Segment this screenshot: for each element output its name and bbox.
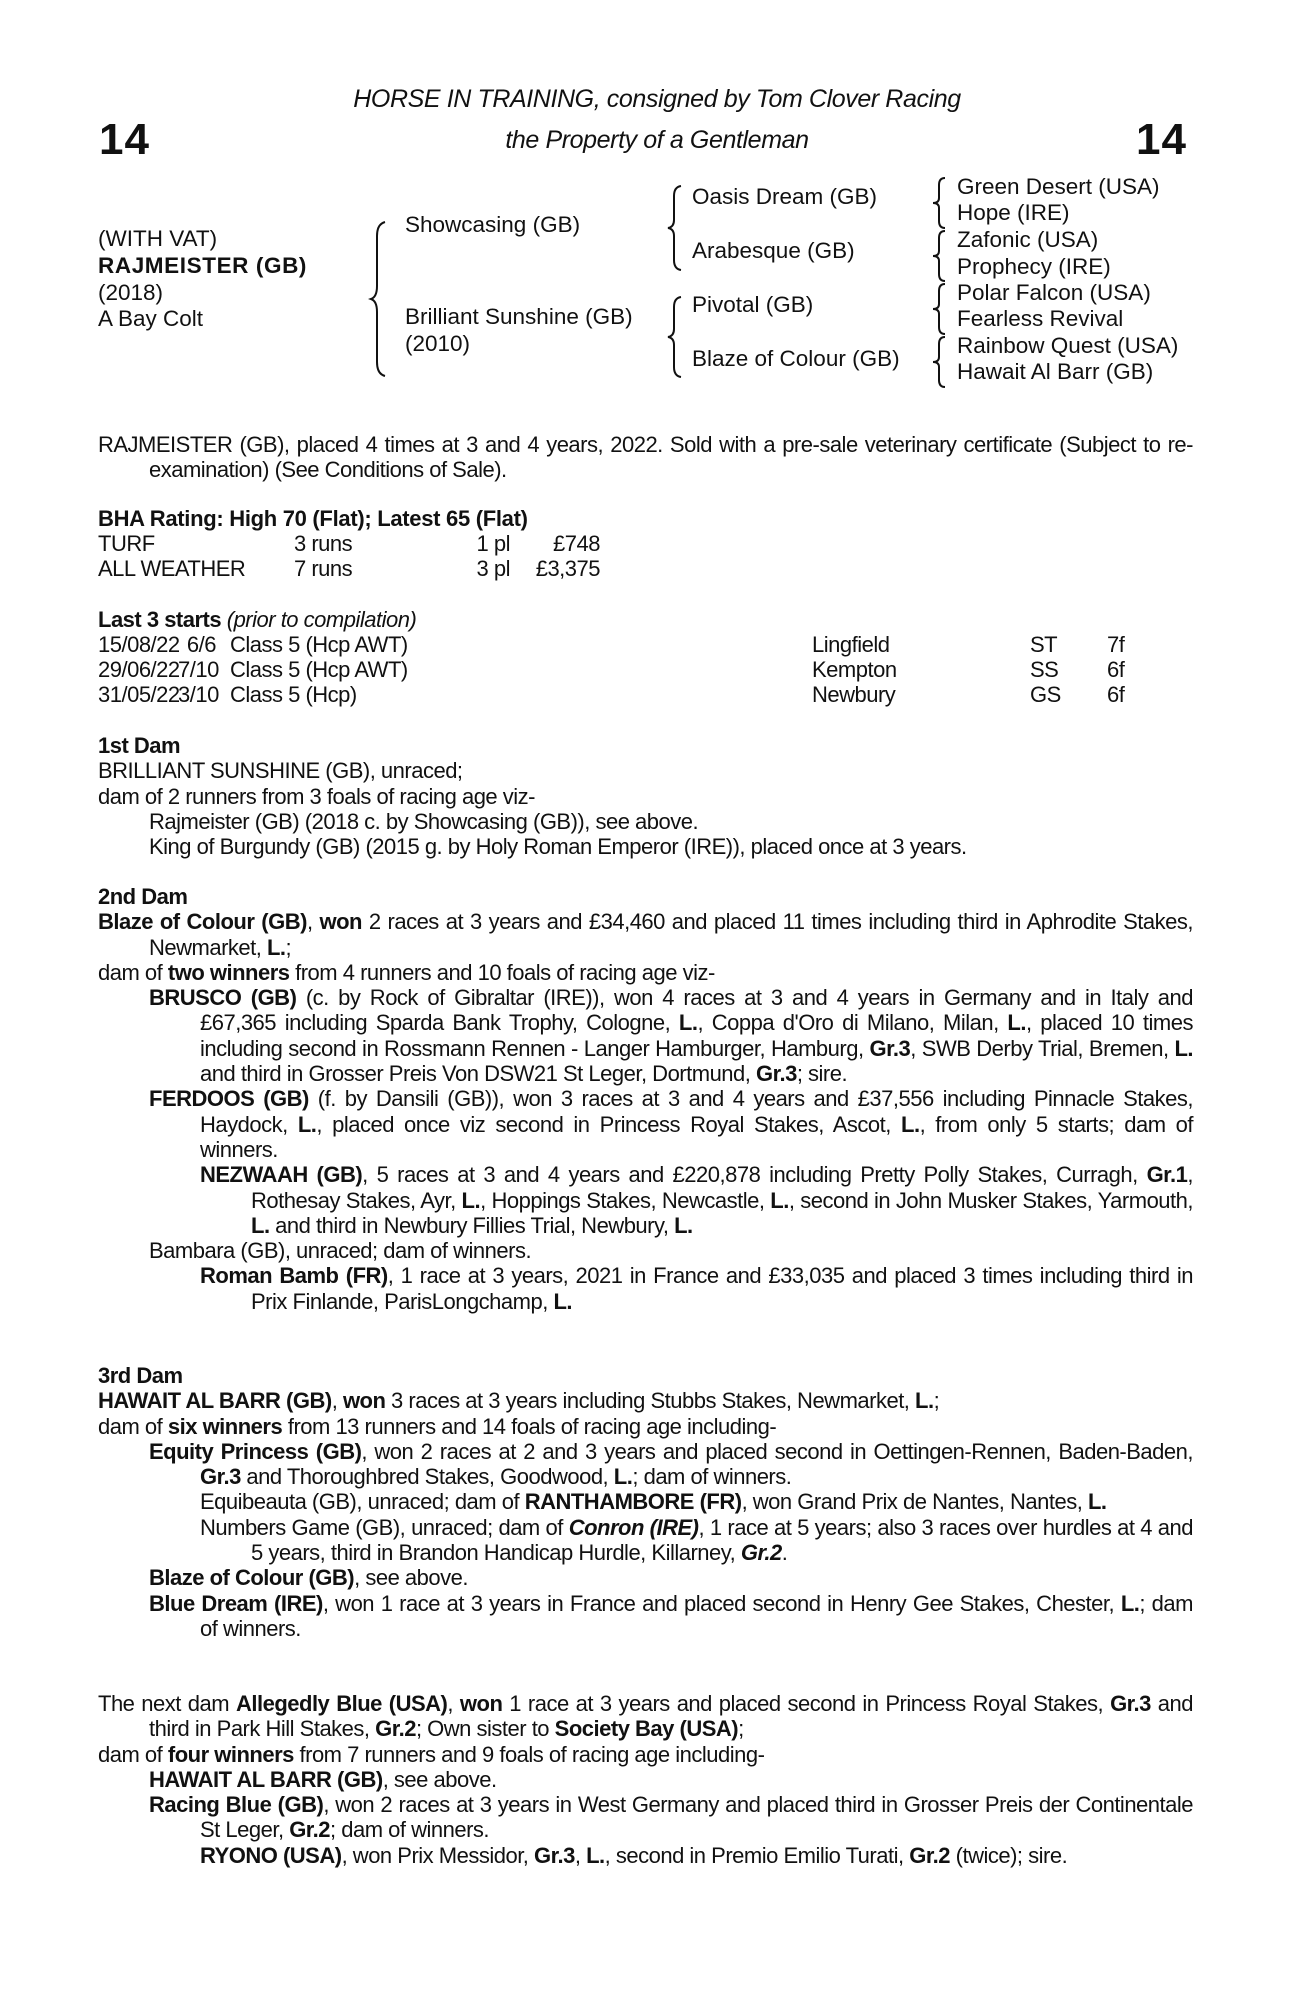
sire-name: Showcasing (GB) (405, 212, 581, 237)
listed-label: L. (674, 1212, 693, 1238)
first-dam-section (98, 733, 1193, 859)
ggp-1: Green Desert (USA) (957, 174, 1160, 199)
progeny-name: Blue Dream (IRE) (149, 1590, 323, 1616)
start-race: Class 5 (Hcp AWT) (230, 657, 408, 682)
start-going: GS (1030, 682, 1061, 707)
progeny-text: , placed once viz second in Princess Royal Stakes, Ascot, (316, 1111, 901, 1137)
progeny-text: , won 1 race at 3 years in France and placed second in Henry Gee Stakes, Chester, (322, 1590, 1121, 1616)
winners-count: six winners (167, 1413, 283, 1439)
second-dam-title: 2nd Dam (98, 884, 188, 909)
progeny-item: RYONO (USA), won Prix Messidor, Gr.3, L., second in Premio Emilio Turati, Gr.2 (twice); sire. (200, 1842, 1068, 1868)
rating-section (98, 506, 1193, 586)
brace-1 (930, 176, 948, 230)
grandsire-sire: Oasis Dream (GB) (692, 184, 878, 209)
group-label: Gr.3 (534, 1842, 575, 1868)
progeny-text: , won 2 races at 2 and 3 years and placed second in Oettingen-Rennen, Baden-Baden, (361, 1438, 1193, 1464)
dam-text: 2 races at 3 years and £34,460 and placed 11 times including third in Aphrodite Stakes, Newmarket, (149, 909, 1194, 960)
progeny-text: , see above. (382, 1766, 497, 1792)
progeny-text: , Coppa d'Oro di Milano, Milan, (697, 1010, 1008, 1036)
listed-label: L. (1120, 1590, 1140, 1616)
group-label: Gr.3 (200, 1464, 241, 1490)
rating-earnings: £748 (553, 531, 600, 556)
progeny-text: , second in Premio Emilio Turati, (604, 1842, 910, 1868)
first-dam-title: 1st Dam (98, 733, 181, 758)
start-distance: 6f (1107, 682, 1125, 707)
rating-runs: 3 runs (294, 531, 353, 556)
progeny-name: Racing Blue (GB) (149, 1792, 324, 1818)
progeny-name: Equity Princess (GB) (149, 1438, 362, 1464)
dam-text: 3 races at 3 years including Stubbs Stakes, Newmarket, (385, 1388, 916, 1414)
progeny-text: ; sire. (796, 1061, 848, 1087)
listed-label: L. (770, 1187, 789, 1213)
start-race: Class 5 (Hcp AWT) (230, 632, 408, 657)
won-label: won (342, 1388, 386, 1414)
brace-2 (930, 229, 948, 283)
progeny-text: and third in Grosser Preis Von DSW21 St Leger, Dortmund, (200, 1061, 756, 1087)
progeny-text: , 1 race at 5 years; also 3 races over hurdles at 4 and 5 years, third in Brandon Handicap Hurdle, Killarney, (251, 1514, 1193, 1566)
start-going: ST (1030, 632, 1058, 657)
group-label: Gr.2 (740, 1540, 782, 1566)
dam-of-pre: dam of (98, 1413, 168, 1439)
third-dam-title: 3rd Dam (98, 1363, 183, 1388)
progeny-item: King of Burgundy (GB) (2015 g. by Holy Roman Emperor (IRE)), placed once at 3 years. (149, 834, 967, 860)
progeny-text: , SWB Derby Trial, Bremen, (910, 1035, 1175, 1061)
progeny-name: NEZWAAH (GB) (200, 1162, 363, 1188)
progeny-name: Blaze of Colour (GB) (149, 1565, 355, 1591)
rating-title: BHA Rating: High 70 (Flat); Latest 65 (Flat) (98, 506, 528, 531)
rating-runs: 7 runs (294, 556, 353, 581)
progeny-text: , see above. (354, 1565, 468, 1591)
progeny-text: , 5 races at 3 and 4 years and £220,878 including Pretty Polly Stakes, Curragh, (362, 1162, 1147, 1188)
progeny-item: Rajmeister (GB) (2018 c. by Showcasing (GB)), see above. (149, 808, 699, 834)
ggp-4: Prophecy (IRE) (957, 254, 1111, 279)
punctuation: ; (933, 1388, 940, 1414)
vat-label: (WITH VAT) (98, 226, 218, 251)
rating-placed: 3 pl (476, 556, 510, 581)
listed-label: L. (678, 1010, 698, 1036)
group-label: Gr.3 (869, 1035, 911, 1061)
progeny-item: Bambara (GB), unraced; dam of winners. (149, 1238, 532, 1264)
progeny-name: HAWAIT AL BARR (GB) (149, 1766, 383, 1792)
dam-name: Brilliant Sunshine (GB) (405, 304, 633, 329)
ggp-3: Zafonic (USA) (957, 227, 1099, 252)
listed-label: L. (901, 1111, 920, 1137)
dam-of-pre: dam of (98, 959, 168, 985)
progeny-text: ; dam of winners. (200, 1590, 1193, 1641)
listed-label: L. (613, 1464, 633, 1490)
horse-year: (2018) (98, 280, 164, 305)
start-date: 31/05/22 (98, 682, 180, 707)
dam-name: Allegedly Blue (USA) (235, 1691, 448, 1716)
horse-description: A Bay Colt (98, 306, 204, 331)
start-position: 6/6 (186, 632, 216, 657)
dam-year: (2010) (405, 331, 471, 356)
dam-name: Blaze of Colour (GB) (98, 909, 307, 935)
listed-label: L. (915, 1388, 934, 1414)
winners-count: two winners (167, 959, 290, 985)
progeny-text: (twice); sire. (950, 1842, 1068, 1868)
sire-line-brace (664, 184, 684, 272)
first-dam-summary: dam of 2 runners from 3 foals of racing age viz- (98, 783, 535, 809)
progeny-text: Equibeauta (GB), unraced; dam of (200, 1489, 525, 1515)
punctuation: . (781, 1540, 788, 1566)
next-dam-intro: The next dam (98, 1691, 236, 1716)
listed-label: L. (461, 1187, 481, 1213)
grandsire-dam: Pivotal (GB) (692, 292, 814, 317)
progeny-text: , from only 5 starts; dam of winners. (200, 1111, 1193, 1162)
ggp-6: Fearless Revival (957, 306, 1124, 331)
dam-of-pre: dam of (98, 1741, 168, 1767)
listed-label: L. (1087, 1489, 1107, 1515)
property-header: the Property of a Gentleman (505, 126, 809, 154)
progeny-item (98, 1263, 1193, 1314)
next-dam-section: The next dam Allegedly Blue (USA), won 1 race at 3 years and placed second in Princess Royal Stakes, Gr.3 and third in Park Hill Stakes, Gr.2; Own sister to Society Bay (USA); dam of four winners from 7 runners and 9 foals of racing age including- HAWAIT AL BARR (GB), see above. Racing Blue (GB), won 2 races at 3 years in West Germany and placed third in Grosser Preis der Continentale St Leger, Gr.2; dam of winners. RYONO (USA), won Prix Messidor, Gr.3, L., second in Premio Emilio Turati, Gr.2 (twice); sire. (98, 1691, 1193, 1868)
progeny-text: ; dam of winners. (330, 1817, 490, 1843)
start-race: Class 5 (Hcp) (230, 682, 357, 707)
progeny-text: , won 2 races at 3 years in West Germany and placed third in Grosser Preis der Continentale St Leger, (200, 1792, 1193, 1843)
progeny-text: Numbers Game (GB), unraced; dam of (200, 1514, 569, 1540)
progeny-name: FERDOOS (GB) (149, 1086, 309, 1112)
progeny-text: , 1 race at 3 years, 2021 in France and £33,035 and placed 3 times including third in Prix Finlande, ParisLongchamp, (251, 1263, 1194, 1314)
progeny-text: (f. by Dansili (GB)), won 3 races at 3 and 4 years and £37,556 including Pinnacle Stakes, Haydock, (200, 1086, 1193, 1137)
listed-label: L. (586, 1842, 605, 1868)
progeny-item (98, 1162, 1193, 1238)
start-venue: Newbury (812, 682, 896, 707)
start-position: 3/10 (178, 682, 219, 707)
ggp-7: Rainbow Quest (USA) (957, 333, 1179, 358)
sister-name: Society Bay (USA) (554, 1716, 739, 1742)
winners-count: four winners (167, 1741, 294, 1767)
listed-label: L. (251, 1212, 270, 1238)
dam-line-brace (664, 295, 684, 379)
progeny-item (98, 1439, 1193, 1490)
second-dam-section: 2nd Dam Blaze of Colour (GB), won 2 races at 3 years and £34,460 and placed 11 times including third in Aphrodite Stakes, Newmarket, L.; dam of two winners from 4 runners and 10 foals of racing age viz- BRUSCO (GB) (c. by Rock of Gibraltar (IRE)), won 4 races at 3 and 4 years in Germany and in Italy and £67,365 including Sparda Bank Trophy, Cologne, L., Coppa d'Oro di Milano, Milan, L., placed 10 times including second in Rossmann Rennen - Langer Hamburger, Hamburg, Gr.3, SWB Derby Trial, Bremen, L. and third in Grosser Preis Von DSW21 St Leger, Dortmund, Gr.3; sire. FERDOOS (GB) (f. by Dansili (GB)), won 3 races at 3 and 4 years and £37,556 including Pinnacle Stakes, Haydock, L., placed once viz second in Princess Royal Stakes, Ascot, L., from only 5 starts; dam of winners. NEZWAAH (GB), 5 races at 3 and 4 years and £220,878 including Pretty Polly Stakes, Curragh, Gr.1, Rothesay Stakes, Ayr, L., Hoppings Stakes, Newcastle, L., second in John Musker Stakes, Yarmouth, L. and third in Newbury Fillies Trial, Newbury, L. Bambara (GB), unraced; dam of winners. Roman Bamb (FR), 1 race at 3 years, 2021 in France and £33,035 and placed 3 times including third in Prix Finlande, ParisLongchamp, L. (98, 884, 1194, 1314)
start-distance: 6f (1107, 657, 1125, 682)
ggp-8: Hawait Al Barr (GB) (957, 359, 1154, 384)
summary-section (98, 432, 1193, 483)
consignment-header: HORSE IN TRAINING, consigned by Tom Clover Racing (353, 85, 961, 113)
rating-surface: TURF (98, 531, 155, 556)
horse-name: RAJMEISTER (GB) (98, 253, 308, 278)
rating-earnings: £3,375 (535, 556, 600, 581)
progeny-text: , second in John Musker Stakes, Yarmouth, (788, 1187, 1193, 1213)
pedigree-brace (368, 220, 388, 378)
start-position: 7/10 (178, 657, 219, 682)
progeny-item (98, 1086, 1193, 1162)
dam-of-post: from 4 runners and 10 foals of racing age viz- (289, 959, 715, 985)
progeny-name: BRUSCO (GB) (149, 985, 297, 1011)
listed-label: L. (297, 1111, 317, 1137)
progeny-item (98, 1767, 1193, 1792)
last-starts-note: (prior to compilation) (226, 607, 417, 632)
last-starts-section (98, 607, 1193, 709)
progeny-name: Roman Bamb (FR) (200, 1263, 388, 1289)
progeny-text: and Thoroughbred Stakes, Goodwood, (240, 1464, 614, 1490)
progeny-text: , placed 10 times including second in Rossmann Rennen - Langer Hamburger, Hamburg, (200, 1010, 1193, 1061)
progeny-text: ; dam of winners. (632, 1464, 792, 1490)
listed-label: L. (1007, 1010, 1026, 1036)
summary-text: RAJMEISTER (GB), placed 4 times at 3 and 4 years, 2022. Sold with a pre-sale veterinary certificate (Subject to re-examination) (See Conditions of Sale). (98, 432, 1193, 483)
start-date: 15/08/22 (98, 632, 180, 657)
start-venue: Lingfield (812, 632, 890, 657)
listed-label: L. (553, 1288, 572, 1314)
rating-surface: ALL WEATHER (98, 556, 246, 581)
listed-label: L. (1174, 1035, 1193, 1061)
progeny-item (98, 985, 1193, 1086)
progeny-item (98, 1591, 1193, 1642)
progeny-item (98, 1792, 1193, 1843)
won-label: won (459, 1691, 503, 1716)
group-label: Gr.3 (756, 1061, 797, 1087)
won-label: won (319, 909, 362, 935)
progeny-name: RANTHAMBORE (FR) (524, 1489, 742, 1515)
start-venue: Kempton (812, 657, 897, 682)
dam-name: HAWAIT AL BARR (GB) (98, 1388, 332, 1414)
dam-text: 1 race at 3 years and placed second in Princess Royal Stakes, (502, 1691, 1111, 1716)
granddam-sire: Arabesque (GB) (692, 238, 855, 263)
progeny-text: (c. by Rock of Gibraltar (IRE)), won 4 races at 3 and 4 years in Germany and in Italy and £67,365 including Sparda Bank Trophy, Cologne, (200, 985, 1194, 1036)
lot-number-left: 14 (99, 115, 150, 164)
progeny-item (98, 1565, 1193, 1590)
progeny-text: , Hoppings Stakes, Newcastle, (480, 1187, 771, 1213)
first-dam-line: BRILLIANT SUNSHINE (GB), unraced; (98, 758, 463, 784)
ggp-2: Hope (IRE) (957, 200, 1070, 225)
group-label: Gr.2 (375, 1716, 416, 1742)
progeny-text: , Rothesay Stakes, Ayr, (251, 1162, 1193, 1213)
dam-of-post: from 13 runners and 14 foals of racing age including- (282, 1413, 777, 1439)
group-label: Gr.2 (289, 1817, 330, 1843)
progeny-text: and third in Newbury Fillies Trial, Newbury, (269, 1212, 675, 1238)
third-dam-section: 3rd Dam HAWAIT AL BARR (GB), won 3 races at 3 years including Stubbs Stakes, Newmarket, L.; dam of six winners from 13 runners and 14 foals of racing age including- Equity Princess (GB), won 2 races at 2 and 3 years and placed second in Oettingen-Rennen, Baden-Baden, Gr.3 and Thoroughbred Stakes, Goodwood, L.; dam of winners. Equibeauta (GB), unraced; dam of RANTHAMBORE (FR), won Grand Prix de Nantes, Nantes, L. Numbers Game (GB), unraced; dam of Conron (IRE), 1 race at 5 years; also 3 races over hurdles at 4 and 5 years, third in Brandon Handicap Hurdle, Killarney, Gr.2. Blaze of Colour (GB), see above. Blue Dream (IRE), won 1 race at 3 years in France and placed second in Henry Gee Stakes, Chester, L.; dam of winners. (98, 1363, 1193, 1641)
progeny-text: , won Grand Prix de Nantes, Nantes, (741, 1489, 1088, 1515)
start-going: SS (1030, 657, 1059, 682)
progeny-item (98, 1489, 1193, 1514)
dam-of-post: from 7 runners and 9 foals of racing age including- (293, 1741, 765, 1767)
punctuation: ; (738, 1716, 744, 1742)
brace-4 (930, 335, 948, 389)
lot-number-right: 14 (1136, 115, 1187, 164)
granddam-dam: Blaze of Colour (GB) (692, 346, 900, 371)
brace-3 (930, 282, 948, 336)
start-date: 29/06/22 (98, 657, 180, 682)
group-label: Gr.3 (1110, 1691, 1151, 1716)
ggp-5: Polar Falcon (USA) (957, 280, 1151, 305)
start-distance: 7f (1107, 632, 1125, 657)
progeny-text: , won Prix Messidor, (341, 1842, 535, 1868)
progeny-name: RYONO (USA) (200, 1842, 342, 1868)
listed-label: L. (266, 934, 286, 960)
dam-text: ; Own sister to (415, 1716, 555, 1742)
progeny-item (98, 1515, 1193, 1566)
dam-text: and third in Park Hill Stakes, (149, 1691, 1193, 1742)
rating-placed: 1 pl (476, 531, 510, 556)
progeny-name: Conron (IRE) (568, 1514, 699, 1540)
group-label: Gr.1 (1146, 1162, 1188, 1188)
last-starts-title: Last 3 starts (98, 607, 222, 632)
group-label: Gr.2 (909, 1842, 951, 1868)
